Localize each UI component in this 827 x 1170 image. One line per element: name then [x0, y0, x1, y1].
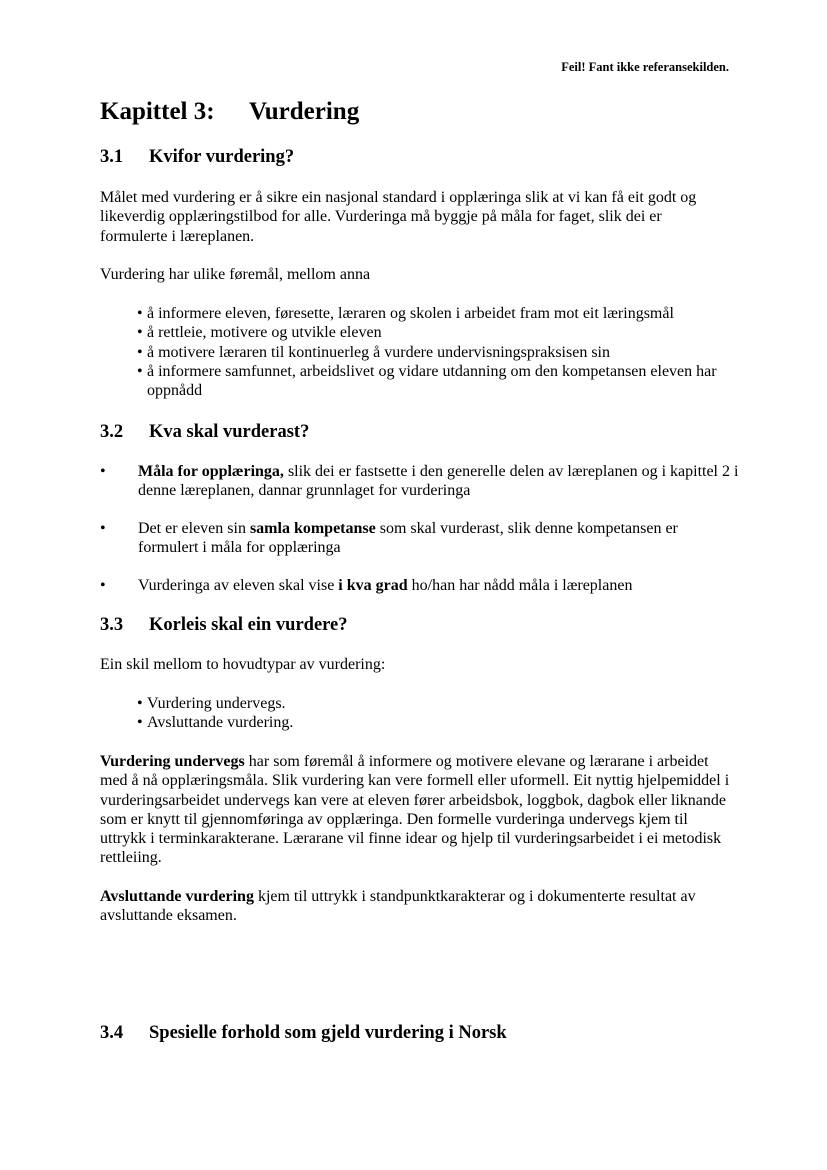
bullet-icon: •	[137, 714, 143, 732]
section-heading-3-2	[100, 422, 309, 443]
bullet-icon: •	[100, 577, 106, 594]
section-1-bullet-list	[137, 304, 727, 400]
paragraph-text: kjem til uttrykk i standpunktkarakterar og i dokumenterte resultat av avsluttande eksamen.	[100, 888, 696, 925]
bullet-icon: •	[137, 324, 143, 342]
section-2-item-3	[100, 576, 740, 595]
list-item-text: som skal vurderast, slik denne kompetansen er formulert i måla for opplæringa	[138, 520, 678, 557]
paragraph-text: har som føremål å informere og motivere elevane og lærarane i arbeidet med å nå opplæringsmåla. Slik vurdering kan vere formell eller uformell. Eit nyttig hjelpemiddel i vurderingsarbeidet undervegs kan vere at eleven fører arbeidsbok, loggbok, dagbok eller liknande som er knytt til gjennomføringa av opplæringa. Den formelle vurderinga undervegs kjem til uttrykk i terminkarakterane. Lærarane vil finne idear og hjelp til vurderingsarbeidet i ei metodisk rettleiing.	[100, 753, 730, 867]
list-item-text: Avsluttande vurdering.	[147, 714, 294, 732]
list-item	[100, 462, 740, 501]
list-item-text: å rettleie, motivere og utvikle eleven	[147, 324, 382, 342]
list-item	[137, 343, 727, 362]
section-3-bullet-list	[137, 694, 737, 733]
list-item	[100, 576, 740, 595]
emphasis-text: i kva grad	[338, 577, 408, 594]
chapter-number: Kapittel 3:	[100, 98, 215, 125]
section-2-item-2	[100, 519, 740, 558]
list-item	[137, 323, 727, 342]
list-item-text: Vurdering undervegs.	[147, 695, 286, 712]
emphasis-text: Vurdering undervegs	[100, 753, 245, 770]
bullet-icon: •	[100, 520, 106, 537]
list-item	[137, 362, 727, 401]
section-number: 3.2	[100, 422, 124, 442]
section-number: 3.1	[100, 147, 124, 167]
section-heading-3-1	[100, 147, 294, 168]
list-item-text: å informere eleven, føresette, læraren og skolen i arbeidet fram mot eit læringsmål	[147, 305, 674, 322]
section-heading-3-4	[100, 1023, 507, 1044]
bullet-icon: •	[100, 463, 106, 480]
list-item-text: slik dei er fastsette i den generelle delen av læreplanen og i kapittel 2 i denne læreplanen, dannar grunnlaget for vurderinga	[138, 463, 739, 500]
chapter-heading	[100, 98, 359, 126]
chapter-title: Vurdering	[249, 98, 360, 125]
emphasis-text: Avsluttande vurdering	[100, 888, 254, 905]
list-item-text: å motivere læraren til kontinuerleg å vurdere undervisningspraksisen sin	[147, 343, 610, 361]
header-reference-error: Feil! Fant ikke referansekilden.	[561, 60, 729, 74]
section-number: 3.3	[100, 615, 124, 635]
bullet-icon: •	[137, 695, 143, 712]
bullet-icon: •	[137, 305, 143, 322]
list-item	[137, 304, 727, 323]
list-item-text: ho/han har nådd måla i læreplanen	[407, 577, 633, 594]
section-number: 3.4	[100, 1023, 124, 1043]
section-3-paragraph-avsluttande	[100, 887, 730, 926]
section-heading-3-3	[100, 615, 348, 636]
section-2-item-1	[100, 462, 740, 501]
list-item-text: Vurderinga av eleven skal vise	[138, 577, 339, 594]
section-title: Spesielle forhold som gjeld vurdering i Norsk	[149, 1023, 507, 1043]
emphasis-text: samla kompetanse	[249, 520, 376, 537]
list-item-text: å informere samfunnet, arbeidslivet og vidare utdanning om den kompetansen eleven har oppnådd	[147, 362, 717, 400]
bullet-icon: •	[137, 362, 143, 380]
section-title: Kvifor vurdering?	[149, 147, 295, 167]
list-item	[137, 713, 737, 732]
section-1-paragraph-2: Vurdering har ulike føremål, mellom anna	[100, 266, 371, 283]
section-3-paragraph-undervegs	[100, 752, 730, 868]
list-item	[137, 694, 737, 713]
bullet-icon: •	[137, 343, 143, 361]
list-item	[100, 519, 740, 558]
section-title: Kva skal vurderast?	[149, 422, 310, 442]
section-title: Korleis skal ein vurdere?	[149, 615, 348, 635]
section-3-intro: Ein skil mellom to hovudtypar av vurdering:	[100, 656, 386, 673]
emphasis-text: Måla for opplæringa,	[138, 463, 284, 480]
section-1-paragraph-1: Målet med vurdering er å sikre ein nasjonal standard i opplæringa slik at vi kan få eit godt og likeverdig opplæringstilbod for alle. Vurderinga må byggje på måla for faget, slik dei er formulerte i læreplanen.	[100, 189, 697, 245]
list-item-text: Det er eleven sin	[138, 520, 250, 537]
